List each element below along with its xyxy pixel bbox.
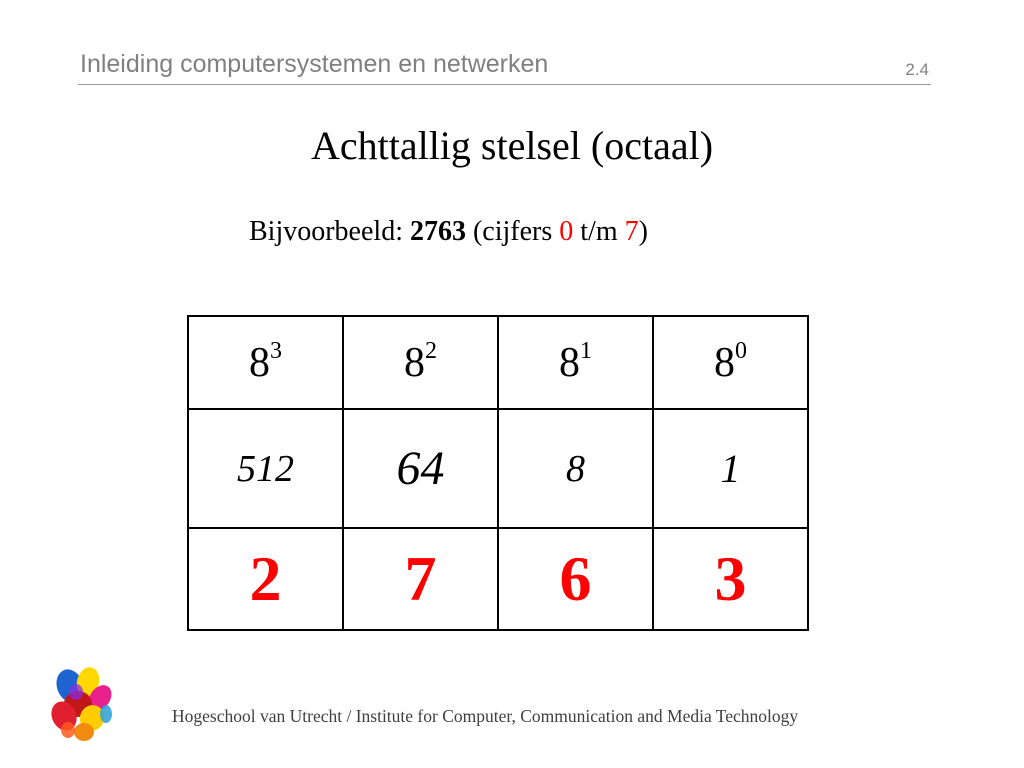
header-title: Inleiding computersystemen en netwerken <box>80 50 549 78</box>
slide-title: Achttallig stelsel (octaal) <box>310 123 714 168</box>
example-mid1: (cijfers <box>465 216 560 247</box>
power-exponent: 1 <box>580 337 592 364</box>
power-exponent: 3 <box>270 337 282 364</box>
power-base: 8 <box>404 339 425 386</box>
powers-row <box>188 316 808 409</box>
footer-institution: Hogeschool van Utrecht / Institute for Computer, Communication and Media Technology <box>172 706 799 726</box>
slide-number: 2.4 <box>905 60 929 79</box>
digit-cell: 6 <box>498 528 653 630</box>
power-cell <box>653 316 808 409</box>
example-mid2: t/m <box>573 216 625 247</box>
digit-cell: 3 <box>653 528 808 630</box>
digits-row <box>188 528 808 630</box>
octal-table <box>187 315 809 631</box>
power-base: 8 <box>559 339 580 386</box>
digit-cell: 7 <box>343 528 498 630</box>
example-number: 2763 <box>409 216 466 247</box>
example-suffix: ) <box>638 216 648 247</box>
digit-cell: 2 <box>188 528 343 630</box>
weight-cell: 1 <box>653 409 808 528</box>
power-exponent: 2 <box>425 337 437 364</box>
power-cell <box>188 316 343 409</box>
example-prefix: Bijvoorbeeld: <box>249 216 410 247</box>
weights-row <box>188 409 808 528</box>
colorful-hands-logo-icon <box>48 664 120 744</box>
example-line <box>249 216 648 248</box>
example-digit-low: 0 <box>559 216 574 247</box>
header-divider <box>78 84 931 85</box>
weight-cell: 8 <box>498 409 653 528</box>
power-exponent: 0 <box>735 337 747 364</box>
weight-cell: 64 <box>343 409 498 528</box>
weight-cell: 512 <box>188 409 343 528</box>
example-digit-high: 7 <box>624 216 639 247</box>
power-cell <box>498 316 653 409</box>
power-base: 8 <box>249 339 270 386</box>
power-cell <box>343 316 498 409</box>
power-base: 8 <box>714 339 735 386</box>
